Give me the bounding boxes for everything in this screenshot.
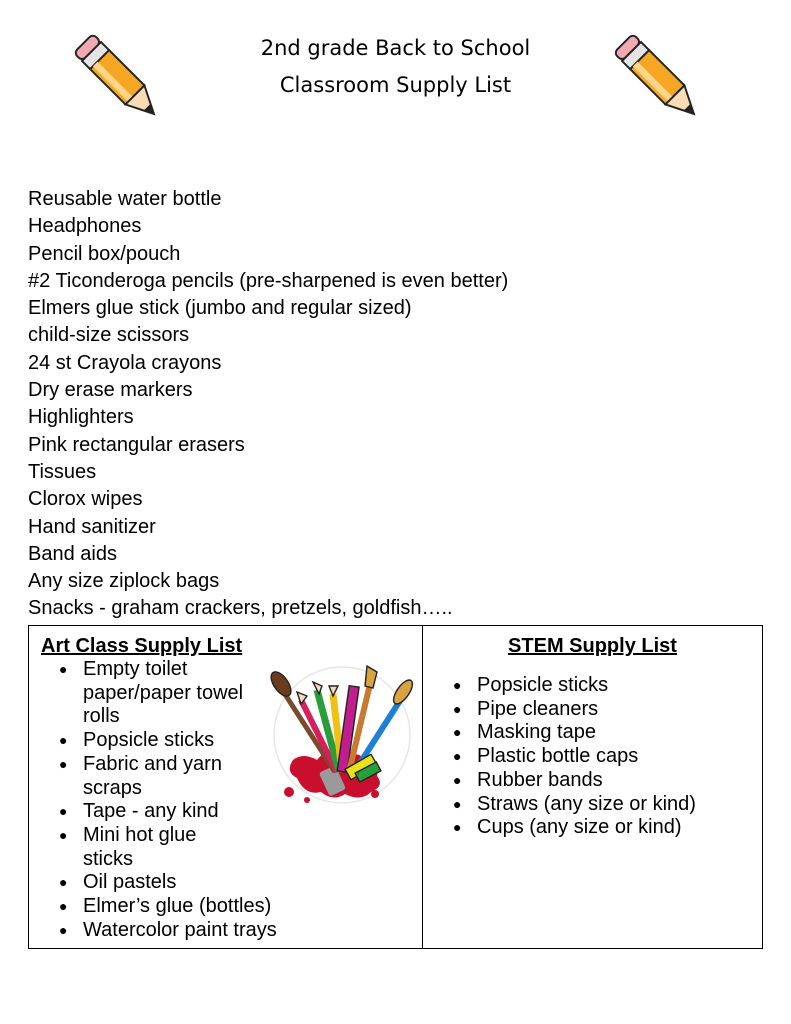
bullet-icon: ● [453,795,462,812]
list-item-label: Masking tape [477,721,596,744]
bullet-icon: ● [59,874,68,891]
list-item: #2 Ticonderoga pencils (pre-sharpened is even better) [28,269,509,292]
pencil-icon [72,32,168,128]
list-item: Clorox wipes [28,488,143,511]
list-item-label: Straws (any size or kind) [477,792,696,815]
list-item-label: Watercolor paint trays [83,918,277,941]
list-item: Dry erase markers [28,379,193,402]
art-class-list [29,658,279,942]
list-item [423,674,753,698]
list-item-label: Mini hot glue sticks [83,823,197,870]
list-item: Tissues [28,460,97,483]
list-item [29,729,279,753]
list-item [29,658,279,729]
list-item: 24 st Crayola crayons [28,351,222,374]
bullet-icon: ● [59,755,68,772]
list-item [29,800,279,824]
classroom-supply-list [28,186,508,623]
list-item [423,793,753,817]
bullet-icon: ● [59,826,68,843]
list-item [29,871,413,895]
bullet-icon: ● [453,724,462,741]
list-item [29,753,279,800]
list-item-label: Fabric and yarn scraps [83,752,222,799]
stem-supply-list [423,674,753,840]
list-item: child-size scissors [28,324,190,347]
list-item [29,895,413,919]
list-item: Headphones [28,215,142,238]
list-item-label: Oil pastels [83,871,177,894]
art-supplies-illustration [267,660,417,810]
art-class-heading: Art Class Supply List [41,635,243,657]
list-item-label: Plastic bottle caps [477,745,639,768]
stem-heading: STEM Supply List [508,635,677,657]
list-item: Highlighters [28,406,134,429]
list-item: Band aids [28,542,117,565]
list-item-label: Pipe cleaners [477,697,599,720]
list-item: Any size ziplock bags [28,570,220,593]
bullet-icon: ● [453,748,462,765]
list-item [423,745,753,769]
list-item: Pink rectangular erasers [28,433,245,456]
bullet-icon: ● [453,771,462,788]
title-line-1: 2nd grade Back to School [260,36,531,60]
bullet-icon: ● [59,898,68,915]
bullet-icon: ● [59,921,68,938]
list-item-label: Popsicle sticks [83,729,215,752]
list-item: Hand sanitizer [28,515,156,538]
list-item: Reusable water bottle [28,188,222,210]
title-line-2: Classroom Supply List [279,73,512,97]
list-item-label: Tape - any kind [83,800,219,823]
art-class-column [29,626,423,948]
bullet-icon: ● [59,661,68,677]
bullet-icon: ● [453,700,462,717]
list-item [29,824,279,871]
list-item-label: Empty toilet paper/paper towel rolls [83,658,244,728]
list-item [423,769,753,793]
bullet-icon: ● [453,819,462,836]
list-item-label: Popsicle sticks [477,674,609,696]
bullet-icon: ● [59,803,68,820]
list-item: Elmers glue stick (jumbo and regular sized) [28,297,412,320]
supply-table [28,625,763,949]
pencil-icon [612,32,708,128]
list-item-label: Rubber bands [477,768,603,791]
list-item: Snacks - graham crackers, pretzels, goldfish….. [28,597,453,620]
list-item: Pencil box/pouch [28,242,181,265]
list-item [423,816,753,840]
list-item [29,919,413,943]
list-item-label: Cups (any size or kind) [477,816,682,839]
list-item [423,698,753,722]
bullet-icon: ● [453,677,462,693]
stem-column [423,626,762,948]
list-item-label: Elmer’s glue (bottles) [83,895,272,918]
bullet-icon: ● [59,732,68,749]
list-item [423,721,753,745]
